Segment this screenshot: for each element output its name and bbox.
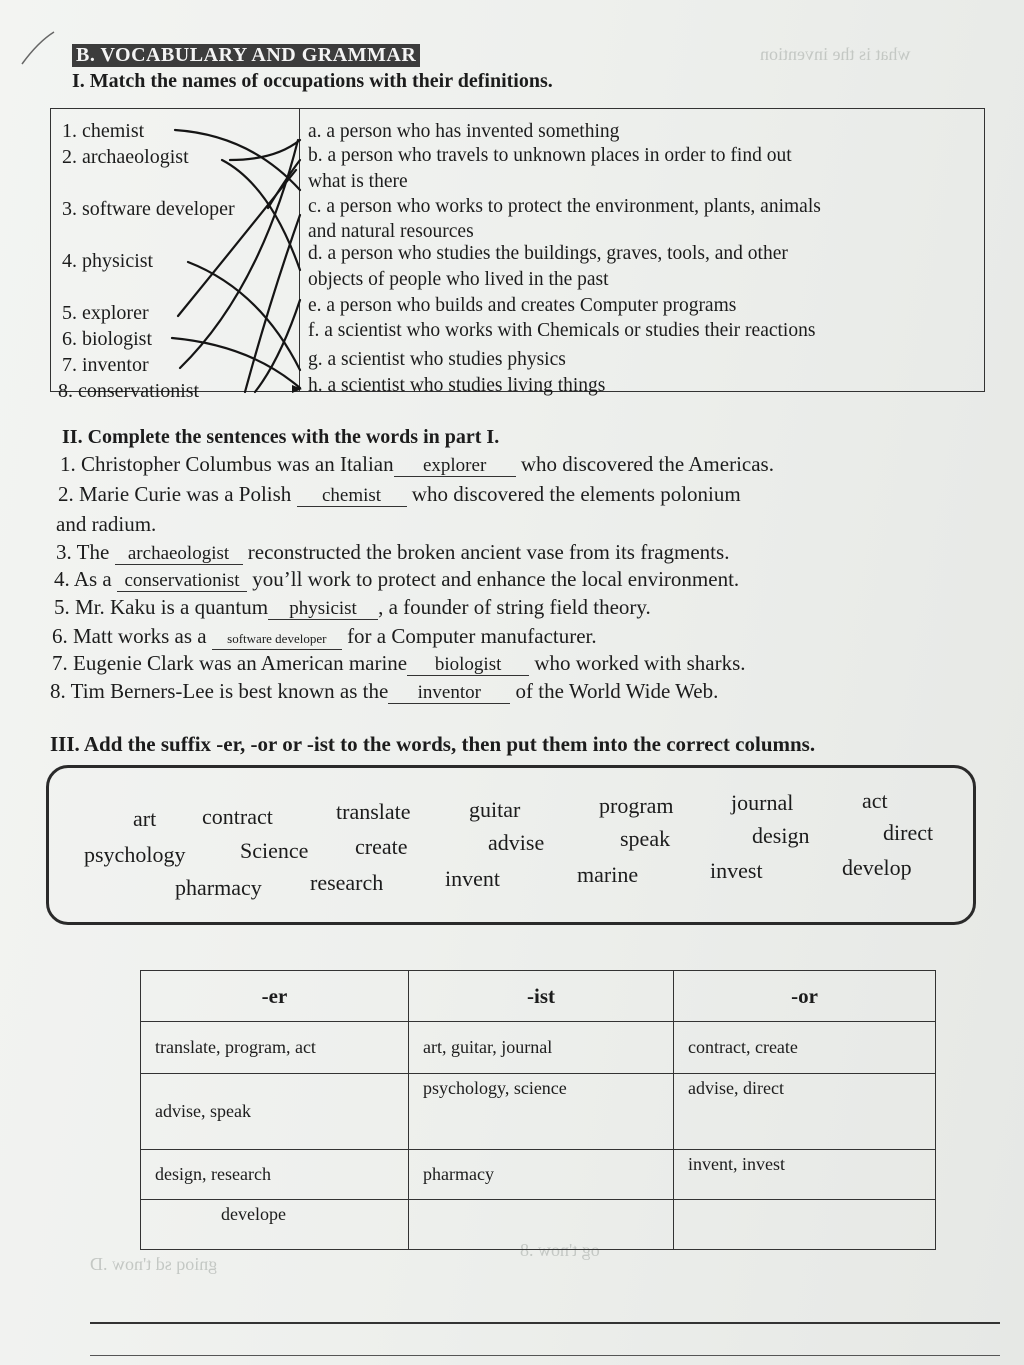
sentence-6: [52, 624, 597, 650]
sentence-text: 4. As a: [54, 567, 112, 591]
sentence-3: [56, 540, 729, 565]
word-bank-item: art: [133, 806, 157, 831]
definition-d: d. a person who studies the buildings, graves, tools, and other: [308, 243, 788, 264]
answer-blank[interactable]: archaeologist: [115, 544, 243, 565]
part3-heading: III. Add the suffix -er, -or or -ist to the words, then put them into the correct columns.: [50, 732, 816, 756]
table-cell[interactable]: design, research: [141, 1150, 409, 1200]
column-header-or: -or: [674, 971, 936, 1022]
occupation-item: 2. archaeologist: [62, 146, 189, 168]
sentence-text: who discovered the elements polonium: [411, 482, 741, 506]
answer-blank[interactable]: software developer: [212, 629, 342, 650]
table-cell[interactable]: translate, program, act: [141, 1022, 409, 1074]
definition-e: e. a person who builds and creates Computer programs: [308, 295, 737, 316]
sentence-text: 1. Christopher Columbus was an Italian: [60, 452, 394, 476]
word-bank-item: invent: [445, 866, 500, 891]
sentence-5: [54, 595, 651, 620]
sentence-text: of the World Wide Web.: [515, 679, 719, 703]
table-cell[interactable]: contract, create: [674, 1022, 936, 1074]
sentence-text: you’ll work to protect and enhance the local environment.: [252, 567, 740, 591]
sentence-text: reconstructed the broken ancient vase from its fragments.: [247, 540, 730, 564]
table-cell[interactable]: art, guitar, journal: [409, 1022, 674, 1074]
definition-a: a. a person who has invented something: [308, 121, 620, 142]
word-bank-item: contract: [202, 804, 273, 829]
word-bank-item: speak: [620, 826, 671, 851]
table-row: [141, 1150, 936, 1200]
part2-heading: II. Complete the sentences with the words in part I.: [62, 426, 500, 448]
definition-c: c. a person who works to protect the environment, plants, animals: [308, 196, 821, 217]
show-through-text: gnioq sd t'now .D: [90, 1254, 218, 1274]
suffix-columns-table: [140, 970, 936, 1250]
sentence-text: 3. The: [56, 540, 110, 564]
answer-blank[interactable]: conservationist: [117, 571, 247, 592]
table-row: [141, 1074, 936, 1150]
matching-table-divider: [299, 108, 300, 392]
answer-blank[interactable]: chemist: [297, 486, 407, 507]
table-cell[interactable]: advise, direct: [674, 1074, 936, 1150]
definition-d-continued: objects of people who lived in the past: [308, 269, 609, 290]
word-bank-item: program: [599, 793, 674, 818]
sentence-text: who discovered the Americas.: [520, 452, 774, 476]
definition-h: h. a scientist who studies living things: [308, 375, 606, 396]
word-bank-item: research: [310, 870, 384, 895]
definition-g: g. a scientist who studies physics: [308, 349, 566, 370]
definition-b-continued: what is there: [308, 171, 408, 192]
sentence-text: 6. Matt works as a: [52, 624, 207, 648]
occupation-item: 3. software developer: [62, 198, 235, 220]
answer-blank[interactable]: biologist: [407, 655, 529, 676]
word-bank-item: design: [752, 823, 810, 848]
occupation-item: 6. biologist: [62, 328, 153, 350]
answer-blank[interactable]: explorer: [394, 456, 516, 477]
word-bank-item: develop: [842, 855, 912, 880]
sentence-7: [52, 651, 746, 676]
sentence-text: 2. Marie Curie was a Polish: [58, 482, 292, 506]
column-header-ist: -ist: [409, 971, 674, 1022]
word-bank-item: psychology: [84, 842, 186, 867]
word-bank-item: translate: [336, 799, 411, 824]
definition-c-continued: and natural resources: [308, 221, 474, 242]
column-header-er: -er: [141, 971, 409, 1022]
sentence-2: [58, 482, 741, 507]
word-bank-item: advise: [488, 830, 545, 855]
sentence-text: who worked with sharks.: [534, 651, 746, 675]
table-cell[interactable]: pharmacy: [409, 1150, 674, 1200]
section-title: B. VOCABULARY AND GRAMMAR: [72, 44, 420, 67]
word-bank-item: act: [862, 788, 888, 813]
pen-tick-mark: [18, 28, 58, 68]
sentence-4: [54, 567, 739, 592]
occupation-item: 1. chemist: [62, 120, 145, 142]
occupation-item: 7. inventor: [62, 354, 149, 376]
word-bank-item: invest: [710, 858, 763, 883]
answer-blank[interactable]: physicist: [268, 599, 378, 620]
table-cell[interactable]: develope: [141, 1200, 409, 1250]
divider-line: [90, 1322, 1000, 1324]
sentence-text: for a Computer manufacturer.: [347, 624, 597, 648]
word-bank-item: pharmacy: [175, 875, 262, 900]
sentence-1: [60, 452, 774, 477]
word-bank-item: create: [355, 834, 408, 859]
word-bank-item: direct: [883, 820, 934, 845]
table-cell[interactable]: [674, 1200, 936, 1250]
table-cell[interactable]: advise, speak: [141, 1074, 409, 1150]
table-header-row: [141, 971, 936, 1022]
show-through-text: og t'now .8: [520, 1240, 600, 1260]
word-bank-item: marine: [577, 862, 639, 887]
sentence-text: 7. Eugenie Clark was an American marine: [52, 651, 408, 675]
sentence-8: [50, 679, 718, 704]
sentence-text: , a founder of string field theory.: [378, 595, 651, 619]
occupation-item: 8. conservationist: [58, 380, 200, 402]
sentence-text: 8. Tim Berners-Lee is best known as the: [50, 679, 389, 703]
definition-f: f. a scientist who works with Chemicals or studies their reactions: [308, 320, 816, 341]
definition-b: b. a person who travels to unknown places in order to find out: [308, 145, 792, 166]
divider-line: [90, 1355, 1000, 1356]
show-through-text: what is the invention: [760, 44, 911, 64]
sentence-2-continued: and radium.: [56, 512, 157, 536]
table-cell[interactable]: invent, invest: [674, 1150, 936, 1200]
occupation-item: 4. physicist: [62, 250, 154, 272]
word-bank-item: Science: [240, 838, 309, 863]
table-row: [141, 1022, 936, 1074]
occupation-item: 5. explorer: [62, 302, 149, 324]
table-cell[interactable]: psychology, science: [409, 1074, 674, 1150]
table-row: [141, 1200, 936, 1250]
word-bank-item: journal: [731, 790, 794, 815]
sentence-text: 5. Mr. Kaku is a quantum: [54, 595, 269, 619]
part1-heading: I. Match the names of occupations with their definitions.: [72, 70, 553, 92]
table-cell[interactable]: [409, 1200, 674, 1250]
word-bank-item: guitar: [469, 797, 521, 822]
answer-blank[interactable]: inventor: [388, 683, 510, 704]
